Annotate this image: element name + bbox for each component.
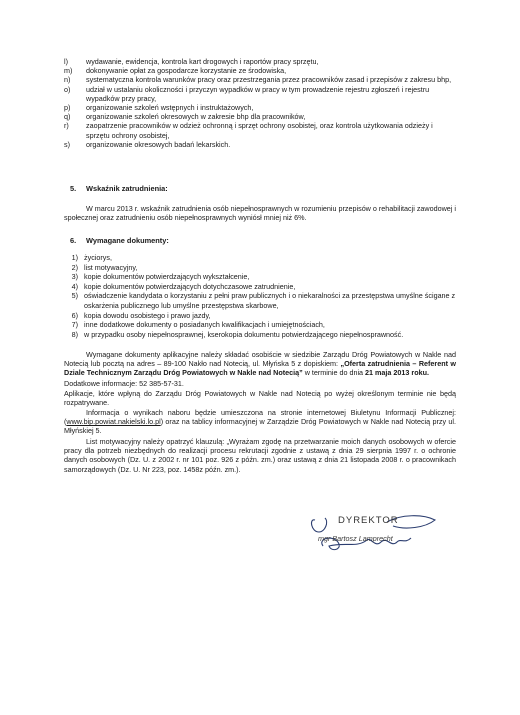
list-item: l) wydawanie, ewidencja, kontrola kart drogowych i raportów pracy sprzętu, xyxy=(64,57,319,66)
list-item: 6) kopia dowodu osobistego i prawo jazdy, xyxy=(71,310,211,320)
list-item: 1) życiorys, xyxy=(71,253,112,262)
consent-clause-paragraph: List motywacyjny należy opatrzyć klauzulą: „Wyrażam zgodę na przetwarzanie moich danych osobowych w ofercie pracy dla potrzeb niezbędnych do realizacji procesu rekrutacji zgodnie z ustawą z dnia 29 sierpnia 1997 r. o ochronie danych osobowych (Dz. U. z 2002 r. nr 101 poz. 926 z późn. zm.) oraz ustawą z dnia 21 listopada 2008 r. o pracownikach samorządowych (Dz. U. Nr 223, poz. 1458z późn. zm.). xyxy=(64,437,456,474)
bip-link[interactable]: www.bip.powiat.nakielski.lo.pl xyxy=(66,417,161,427)
list-item: 7) inne dodatkowe dokumenty o posiadanych kwalifikacjach i umiejętnościach, xyxy=(71,320,325,330)
section-5-heading: 5. Wskaźnik zatrudnienia: xyxy=(70,184,168,193)
list-item: o) udział w ustalaniu okoliczności i przyczyn wypadków w pracy w tym prowadzenie rejestru zgłoszeń i rejestru wypadków przy pracy, xyxy=(64,84,430,103)
list-item: 2) list motywacyjny, xyxy=(71,262,138,272)
contact-info: Dodatkowe informacje: 52 385-57-31. xyxy=(64,379,184,388)
section-5-text: W marcu 2013 r. wskaźnik zatrudnienia osób niepełnosprawnych w rozumieniu przepisów o rehabilitacji zawodowej i społecznej oraz zatrudnieniu osób niepełnosprawnych wyniósł mniej niż 6%. xyxy=(64,204,456,223)
documents-list xyxy=(64,253,456,339)
list-item: n) systematyczna kontrola warunków pracy oraz przestrzegania przez pracowników zasad i przepisów z zakresu bhp, xyxy=(64,75,452,85)
list-item: r) zaopatrzenie pracowników w odzież ochronną i sprzęt ochrony osobistej, oraz kontrola użytkowania odzieży i sprzętu ochrony osobistej, xyxy=(64,121,433,140)
late-applications-note: Aplikacje, które wpłyną do Zarządu Dróg Powiatowych w Nakle nad Notecią po wyżej określonym terminie nie będą rozpatrywane. xyxy=(64,389,456,408)
duties-list xyxy=(64,57,456,149)
list-item: m) dokonywanie opłat za gospodarcze korzystanie ze środowiska, xyxy=(64,66,287,76)
list-item: 8) w przypadku osoby niepełnosprawnej, kserokopia dokumentu potwierdzającego niepełnosprawność. xyxy=(71,329,404,339)
list-item: p) organizowanie szkoleń wstępnych i instruktażowych, xyxy=(64,103,254,113)
signature-name: mgr Bartosz Lamprecht xyxy=(318,534,393,543)
list-item: 4) kopie dokumentów potwierdzających dotychczasowe zatrudnienie, xyxy=(71,281,296,291)
list-item: 5) oświadczenie kandydata o korzystaniu z pełni praw publicznych i o niekaralności za przestępstwa umyślne ścigane z oskarżenia publicznego lub umyślne przestępstwa skarbowe, xyxy=(71,291,456,310)
list-item: 3) kopie dokumentów potwierdzających wykształcenie, xyxy=(71,272,250,282)
list-item: q) organizowanie szkoleń okresowych w zakresie bhp dla pracowników, xyxy=(64,112,306,122)
signature-title: DYREKTOR xyxy=(338,515,399,526)
list-item: s) organizowanie okresowych badań lekarskich. xyxy=(64,139,231,149)
section-6-heading: 6. Wymagane dokumenty: xyxy=(70,236,169,245)
submission-paragraph: Wymagane dokumenty aplikacyjne należy składać osobiście w siedzibie Zarządu Dróg Powiatowych w Nakle nad Notecią lub pocztą na adres – 89-100 Nakło nad Notecią, ul. Młyńska 5 z dopiskiem: „Oferta zatrudnienia – Referent w Dziale Technicznym Zarządu Dróg Powiatowych w Nakle nad Notecią” w terminie do dnia 21 maja 2013 roku. xyxy=(64,350,457,378)
results-paragraph: Informacja o wynikach naboru będzie umieszczona na stronie internetowej Biuletynu Informacji Publicznej: (www.bip.powiat.nakielski.lo.pl) oraz na tablicy informacyjnej w Zarządzie Dróg Powiatowych w Nakle nad Notecią przy ul. Młyńskiej 5. xyxy=(64,408,456,436)
